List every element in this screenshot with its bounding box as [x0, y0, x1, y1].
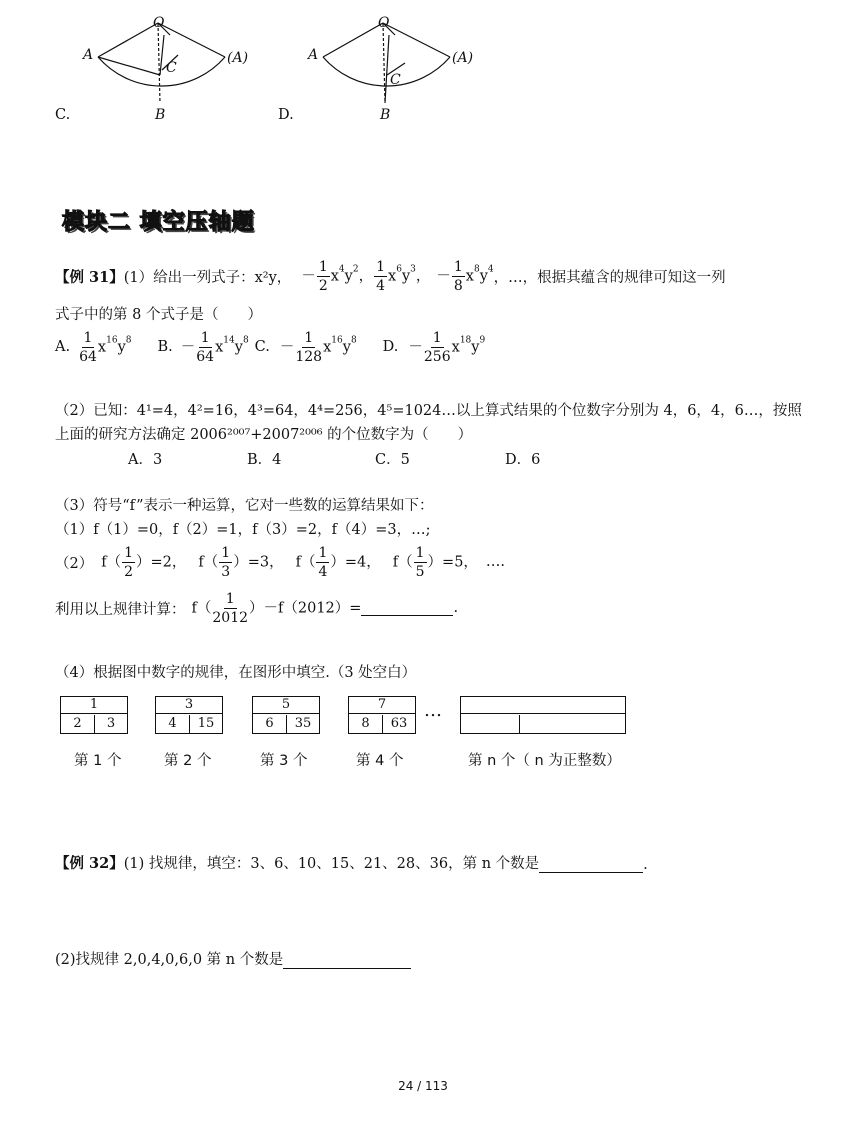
module-title: 模块二 填空压轴题 — [62, 210, 255, 235]
opt-d: － $\frac{1}{256}$ $x^{18}y^9$ — [408, 329, 486, 365]
f-half: f（ $\frac{1}{2}$ ）=2， — [101, 544, 187, 580]
answer-blank-f[interactable] — [361, 600, 453, 616]
pattern-caption-2: 第 2 个 — [164, 753, 212, 769]
term-4: － $\frac{1}{8}$ $x^8y^4$ — [436, 258, 494, 294]
figure-d-label-aparen: (A) — [452, 50, 474, 66]
figure-c-label-b: B — [155, 107, 166, 123]
f-expression: f（ $\frac{1}{2012}$ ）－f（2012）= — [191, 590, 362, 626]
pattern-box-n-top-blank[interactable] — [461, 697, 625, 714]
ex32-q1-end: . — [643, 857, 648, 873]
pattern-box-2 — [155, 696, 223, 734]
pattern-box-right: 3 — [106, 716, 116, 731]
ex31-q3-line3-tail: …. — [485, 554, 506, 570]
pattern-box-n[interactable] — [460, 696, 626, 734]
pattern-box-left: 2 — [61, 715, 95, 733]
opt-a-label: A. — [55, 339, 71, 355]
ex31-q1-intro: (1）给出一列式子： — [123, 269, 255, 286]
pattern-caption-1: 第 1 个 — [74, 753, 122, 769]
ex31-q2-option-a: A．3 — [128, 452, 163, 468]
pattern-box-4 — [348, 696, 416, 734]
f-third: f（ $\frac{1}{3}$ ）=3， — [198, 544, 284, 580]
ex31-q2-option-c: C．5 — [375, 452, 410, 468]
figure-d-label-o: O — [378, 15, 390, 31]
figure-c-label-a: A — [83, 47, 94, 63]
pattern-box-n-left-blank[interactable] — [461, 715, 520, 733]
figure-c-label-c: C — [166, 60, 177, 76]
pattern-caption-n: 第 n 个（ n 为正整数） — [468, 753, 621, 769]
ex31-tag: 【例 31】 — [55, 268, 124, 286]
figure-d-label-a: A — [308, 47, 319, 63]
figure-d-label-b: B — [380, 107, 391, 123]
term-2: － $\frac{1}{2}$ $x^4y^2$， — [301, 258, 374, 294]
ex31-q1-tail: ，…，根据其蕴含的规律可知这一列 — [493, 269, 726, 286]
ex31-q2-line2: 上面的研究方法确定 2006²⁰⁰⁷+2007²⁰⁰⁶ 的个位数字为（ ） — [55, 427, 473, 443]
pattern-box-right: 15 — [197, 716, 215, 731]
opt-d-label: D. — [382, 339, 399, 355]
pattern-box-3 — [252, 696, 320, 734]
opt-b: － $\frac{1}{64}$ $x^{14}y^8$ — [180, 329, 249, 365]
pattern-caption-3: 第 3 个 — [260, 753, 308, 769]
page-number: 24 / 113 — [398, 1079, 448, 1093]
ex32-q2-text: (2)找规律 2,0,4,0,6,0 第 n 个数是 — [55, 952, 284, 968]
answer-blank-ex32-1[interactable] — [539, 857, 643, 873]
pattern-box-top: 7 — [349, 697, 415, 714]
answer-blank-ex32-2[interactable] — [283, 953, 411, 969]
ex31-q3-line4-suffix: . — [453, 600, 459, 616]
pattern-box-left: 8 — [349, 715, 383, 733]
ex31-q3-line4-prefix: 利用以上规律计算： — [55, 601, 186, 618]
ex31-q3-line1: （3）符号“f”表示一种运算，它对一些数的运算结果如下： — [55, 498, 434, 514]
ex31-q2-option-b: B．4 — [247, 452, 282, 468]
pattern-box-n-right-blank[interactable] — [520, 715, 625, 733]
term-3: $\frac{1}{4}$ $x^6y^3$， — [376, 258, 431, 294]
ex31-q3-line4 — [55, 588, 458, 628]
pattern-box-top: 3 — [156, 697, 222, 714]
ex31-q3-line2: （1）f（1）=0，f（2）=1，f（3）=2，f（4）=3，…; — [55, 522, 431, 538]
pattern-box-left: 4 — [156, 715, 190, 733]
ex31-q2-line1: （2）已知：4¹=4，4²=16，4³=64，4⁴=256，4⁵=1024…以上算式结果的个位数字分别为 4，6，4，6…，按照 — [55, 403, 802, 419]
figure-c-label-aparen: (A) — [227, 50, 249, 66]
ex32-q1-text: (1) 找规律，填空：3、6、10、15、21、28、36，第 n 个数是 — [123, 856, 540, 872]
option-c-letter: C. — [55, 107, 71, 123]
opt-a: $\frac{1}{64}$ $x^{16}y^8$ — [79, 329, 132, 365]
opt-c-label: C. — [254, 339, 270, 355]
ex32-q2 — [55, 948, 411, 969]
ex32-tag: 【例 32】 — [55, 855, 124, 872]
pattern-box-top: 5 — [253, 697, 319, 714]
ex31-q1-line2: 式子中的第 8 个式子是（ ） — [55, 307, 262, 323]
ex31-q4-intro: （4）根据图中数字的规律，在图形中填空.（3 处空白） — [55, 665, 417, 681]
pattern-box-right: 63 — [390, 716, 408, 731]
option-d-letter: D. — [278, 107, 294, 123]
figure-d-label-c: C — [390, 72, 401, 88]
pattern-caption-4: 第 4 个 — [356, 753, 404, 769]
opt-c: － $\frac{1}{128}$ $x^{16}y^8$ — [279, 329, 357, 365]
pattern-box-top: 1 — [61, 697, 127, 714]
pattern-ellipsis: … — [424, 700, 442, 721]
ex31-q3-line3 — [55, 542, 505, 582]
figure-c-label-o: O — [153, 15, 165, 31]
pattern-box-1 — [60, 696, 128, 734]
ex31-q1-options — [55, 327, 485, 367]
pattern-box-right: 35 — [294, 716, 312, 731]
f-fifth: f（ $\frac{1}{5}$ ）=5， — [392, 544, 478, 580]
ex31-q2-option-d: D．6 — [505, 452, 541, 468]
ex31-q1-line1 — [55, 256, 726, 296]
pattern-box-left: 6 — [253, 715, 287, 733]
opt-b-label: B. — [157, 339, 173, 355]
ex32-q1 — [55, 852, 648, 873]
f-quarter: f（ $\frac{1}{4}$ ）=4， — [295, 544, 381, 580]
ex31-q3-line3-prefix: （2） — [55, 555, 94, 572]
ex31-q1-first-term: x²y， — [254, 269, 292, 286]
